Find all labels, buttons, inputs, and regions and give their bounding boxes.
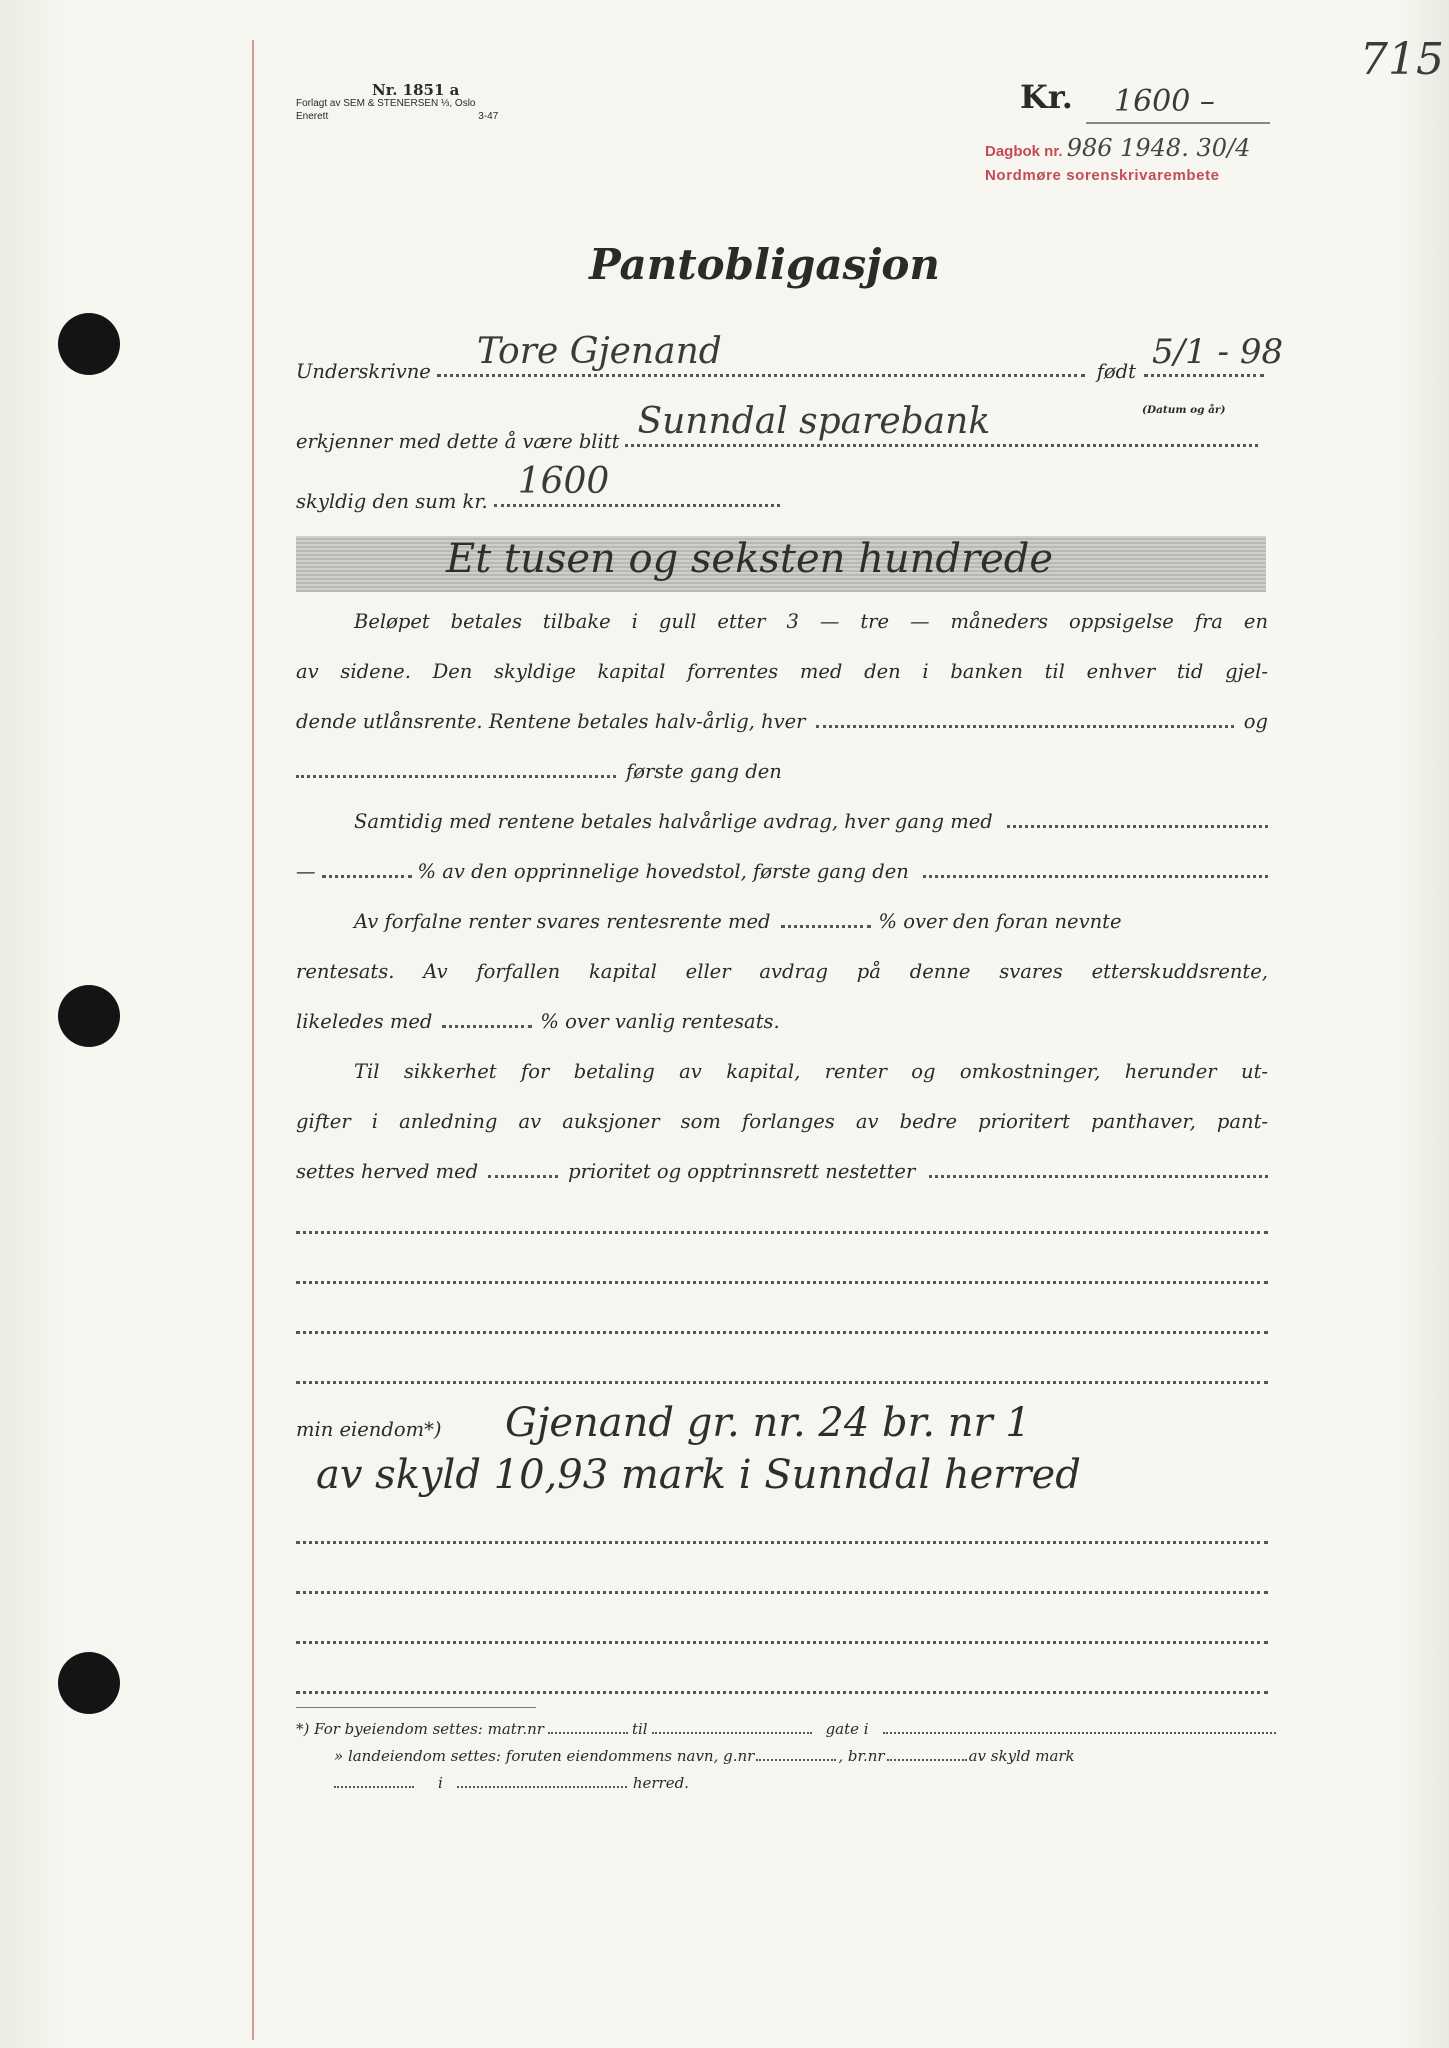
- born-note: (Datum og år): [1142, 404, 1226, 416]
- margin-rule: [252, 40, 254, 2040]
- blank-line: [296, 1690, 1268, 1694]
- blank-line: [296, 1230, 1268, 1234]
- creditor-name: Sunndal sparebank: [637, 401, 991, 442]
- terms-text: likeledes med: [296, 1010, 433, 1033]
- footnote-rule: [296, 1707, 536, 1708]
- terms-text: % over vanlig rentesats.: [540, 1010, 780, 1033]
- blank-field: [929, 1175, 1268, 1178]
- terms-text: % av den opprinnelige hovedstol, første gang den: [417, 860, 909, 883]
- amount-field: [494, 461, 780, 507]
- punch-hole: [58, 313, 120, 375]
- amount-words: Et tusen og seksten hundrede: [446, 536, 1054, 582]
- debtor-field: [437, 331, 1085, 377]
- blank-field: [1007, 825, 1268, 828]
- footnote-text: *) For byeiendom settes: matr.nr: [296, 1720, 544, 1738]
- debtor-label: Underskrivne: [296, 360, 431, 383]
- blank-line: [296, 1380, 1268, 1384]
- debtor-name: Tore Gjenand: [476, 331, 722, 372]
- footnote-text: til: [631, 1720, 648, 1738]
- terms-line: [296, 797, 1268, 847]
- publisher-rights: Enerett: [296, 111, 329, 122]
- footnote-line: [296, 1716, 1276, 1743]
- blank-line: [296, 1330, 1268, 1334]
- amount-label: skyldig den sum kr.: [296, 490, 488, 513]
- terms-line: [296, 997, 1268, 1047]
- blank-field: [334, 1786, 414, 1788]
- terms-text: og: [1243, 710, 1268, 733]
- terms-line: Til sikkerhet for betaling av kapital, renter og omkostninger, herunder ut-: [354, 1060, 1268, 1083]
- terms-line: [296, 1147, 1268, 1197]
- footnote-text: i: [438, 1774, 443, 1792]
- kr-label: Kr.: [1020, 78, 1073, 116]
- footnote-text: herred.: [632, 1774, 689, 1792]
- publisher-code: 3-47: [478, 111, 499, 122]
- blank-field: [923, 875, 1268, 878]
- footnote-text: » landeiendom settes: foruten eiendommens navn, g.nr: [334, 1747, 755, 1765]
- kr-amount-field: [1086, 78, 1270, 124]
- terms-text: settes herved med: [296, 1160, 479, 1183]
- blank-line: [296, 1590, 1268, 1594]
- terms-line: [296, 847, 1268, 897]
- blank-field: [457, 1786, 627, 1788]
- creditor-label: erkjenner med dette å være blitt: [296, 430, 620, 453]
- footnote: [296, 1716, 1276, 1797]
- estate-line-1: Gjenand gr. nr. 24 br. nr 1: [505, 1400, 1031, 1446]
- blank-line: [296, 1540, 1268, 1544]
- terms-text: —: [296, 860, 316, 883]
- amount-value: 1600: [517, 461, 610, 502]
- blank-field: [887, 1759, 967, 1761]
- punch-hole: [58, 985, 120, 1047]
- blank-field: [322, 875, 412, 878]
- terms-text: dende utlånsrente. Rentene betales halv-årlig, hver: [296, 710, 806, 733]
- terms-body: [296, 597, 1268, 1197]
- estate-line-2: av skyld 10,93 mark i Sunndal herred: [316, 1452, 1081, 1498]
- blank-line: [296, 1640, 1268, 1644]
- born-label: født: [1096, 360, 1136, 383]
- blank-field: [781, 925, 871, 928]
- born-date: 5/1 - 98: [1152, 332, 1284, 372]
- publisher-line: Forlagt av SEM & STENERSEN ⅓, Oslo: [296, 98, 476, 109]
- blank-field: [652, 1732, 812, 1734]
- terms-line: [296, 697, 1268, 747]
- blank-field: [488, 1175, 558, 1178]
- terms-text: første gang den: [626, 760, 782, 783]
- kr-amount: 1600 –: [1114, 84, 1215, 119]
- terms-line: [296, 747, 1268, 797]
- terms-line: rentesats. Av forfallen kapital eller avdrag på denne svares etterskuddsrente,: [296, 960, 1268, 983]
- blank-field: [816, 725, 1234, 728]
- page-number: 715: [1360, 34, 1444, 85]
- punch-hole: [58, 1652, 120, 1714]
- stamp-journal-label: Dagbok nr.: [985, 143, 1063, 160]
- publisher-imprint: [296, 81, 556, 123]
- footnote-line: [296, 1770, 1276, 1797]
- stamp-journal-entry: 986 1948. 30/4: [1066, 134, 1251, 162]
- blank-field: [883, 1732, 1276, 1734]
- debtor-row: [296, 331, 1284, 383]
- footnote-line: [296, 1743, 1276, 1770]
- terms-line: Beløpet betales tilbake i gull etter 3 — tre — måneders oppsigelse fra en: [354, 610, 1268, 633]
- terms-text: Samtidig med rentene betales halvårlige avdrag, hver gang med: [354, 810, 993, 833]
- terms-text: Av forfalne renter svares rentesrente med: [354, 910, 771, 933]
- amount-row: [296, 461, 786, 513]
- stamp-office: Nordmøre sorenskrivarembete: [985, 167, 1220, 184]
- blank-field: [296, 775, 616, 778]
- blank-field: [756, 1759, 836, 1761]
- footnote-text: av skyld mark: [968, 1747, 1075, 1765]
- terms-line: [296, 897, 1268, 947]
- terms-text: % over den foran nevnte: [878, 910, 1122, 933]
- document-title: Pantobligasjon: [589, 240, 940, 289]
- footnote-text: gate i: [825, 1720, 869, 1738]
- blank-field: [442, 1025, 532, 1028]
- terms-line: gifter i anledning av auksjoner som forlanges av bedre prioritert panthaver, pant-: [296, 1110, 1268, 1133]
- terms-line: av sidene. Den skyldige kapital forrentes med den i banken til enhver tid gjel-: [296, 660, 1268, 683]
- estate-label: min eiendom*): [296, 1418, 442, 1441]
- blank-field: [548, 1732, 628, 1734]
- terms-text: prioritet og opptrinnsrett nestetter: [568, 1160, 916, 1183]
- amount-words-band: [296, 536, 1266, 592]
- form-number: Nr. 1851 a: [372, 81, 460, 99]
- footnote-text: , br.nr: [838, 1747, 885, 1765]
- blank-line: [296, 1280, 1268, 1284]
- born-field: [1144, 332, 1284, 377]
- registry-stamp: [985, 136, 1345, 188]
